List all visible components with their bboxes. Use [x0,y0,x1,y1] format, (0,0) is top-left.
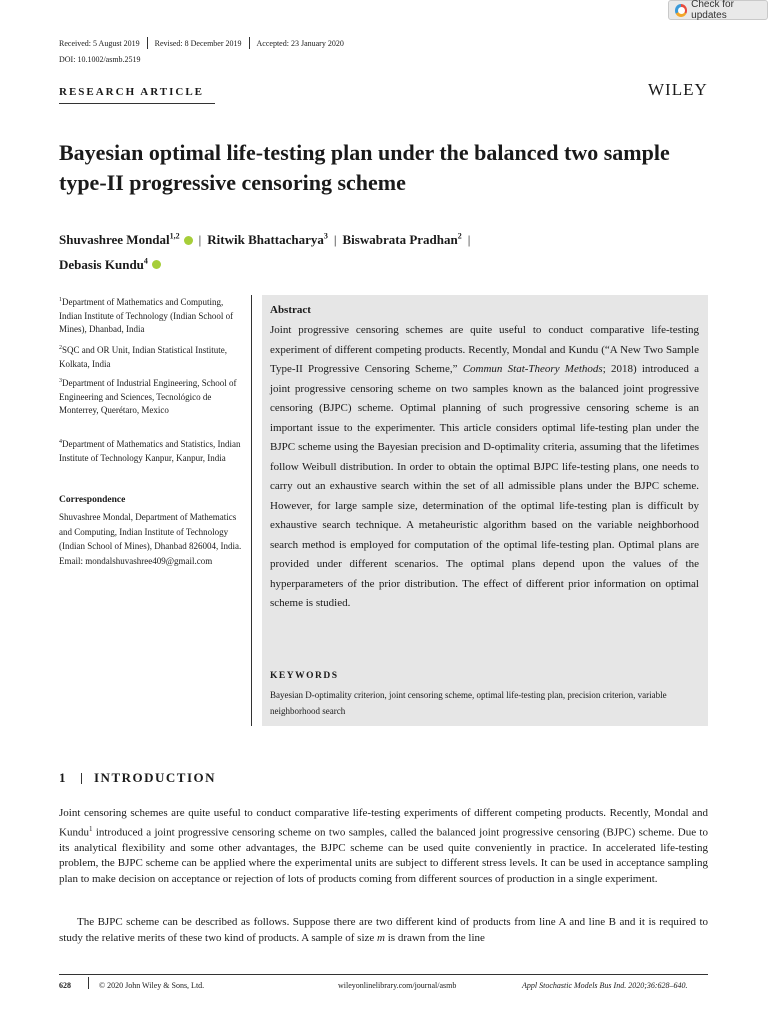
orcid-icon[interactable] [184,236,193,245]
divider [81,773,82,784]
journal-url[interactable]: wileyonlinelibrary.com/journal/asmb [338,981,457,990]
introduction-heading [59,770,216,786]
divider [147,37,148,49]
abstract-heading: Abstract [270,304,311,316]
affiliation: $^4$Department of Mathematics and Statistics, Indian Institute of Technology Kanpur, Kanpur, India [59,439,241,463]
revised-date: Revised: 8 December 2019 [154,38,242,48]
abstract-text: Joint progressive censoring schemes are quite useful to conduct comparative life-testing experiment of different competing products. Recently, Mondal and Kundu (“A New Two Sample Type-II Progressive Censoring Scheme,” Commun Stat-Theory Methods; 2018) introduced a joint progressive censoring scheme on two samples known as the balanced joint progressive censoring (BJPC) scheme. Optimal planning of such progressive censoring scheme is an important issue to the experimenter. This article considers optimal life-testing plan under the BJPC scheme using the Bayesian precision and D-optimality criteria, assuming that the lifetimes follow Weibull distribution. In order to obtain the optimal BJPC life-testing plans, one needs to carry out an exhaustive search within the set of all admissible plans under the BJPC scheme. However, for large sample size, determination of the optimal life-testing plan is difficult by exhaustive search technique. A metaheuristic algorithm based on the variable neighborhood search method is employed for computation of the optimal life-testing plan. Optimal plans are provided under different scenarios. The optimal plans depend upon the values of the hyperparameters of the prior distribution. The effect of different prior information on optimal scheme is studied. [270,324,699,609]
footer-rule [59,974,708,975]
keywords-heading: KEYWORDS [270,671,339,681]
author: Shuvashree Mondal$^{1,2}$ [59,232,180,248]
copyright: © 2020 John Wiley & Sons, Ltd. [99,981,205,990]
correspondence-heading: Correspondence [59,495,126,505]
affiliation: $^3$Department of Industrial Engineering, School of Engineering and Sciences, Tecnológico de Monterrey, Querétaro, Mexico [59,378,237,416]
section-type-underline [59,103,215,104]
citation-link[interactable]: 1 [88,824,93,833]
affiliation: $^1$Department of Mathematics and Computing, Indian Institute of Technology (Indian School of Mines), Dhanbad, India [59,297,234,335]
affiliation: $^2$SQC and OR Unit, Indian Statistical Institute, Kolkata, India [59,345,227,369]
check-for-updates-button[interactable] [668,0,768,20]
section-type: RESEARCH ARTICLE [59,86,205,98]
column-divider [251,295,252,726]
author: Debasis Kundu$^4$ [59,256,148,272]
section-title: INTRODUCTION [94,770,217,785]
accepted-date: Accepted: 23 January 2020 [256,38,344,48]
correspondence [59,510,249,568]
keywords-text: Bayesian D-optimality criterion, joint censoring scheme, optimal life-testing plan, precision criterion, variable neighborhood search [270,690,667,716]
doi: DOI: 10.1002/asmb.2519 [59,55,141,64]
page-number: 628 [59,981,71,990]
author: Biswabrata Pradhan$^2$ [342,232,462,248]
citation: Appl Stochastic Models Bus Ind. 2020;36:628–640. [522,981,688,990]
correspondence-address: Shuvashree Mondal, Department of Mathematics and Computing, Indian Institute of Technology (Indian School of Mines), Dhanbad 826004, India. [59,512,242,552]
check-for-updates-label: Check for updates [691,0,734,21]
author-list: Shuvashree Mondal$^{1,2}$ | Ritwik Bhattacharya$^3$ | Biswabrata Pradhan$^2$ | Debasis Kundu$^4$ [59,232,471,272]
correspondence-email[interactable]: Email: mondalshuvashree409@gmail.com [59,555,213,566]
orcid-icon[interactable] [152,260,161,269]
received-date: Received: 5 August 2019 [59,38,140,48]
author: Ritwik Bhattacharya$^3$ [207,232,328,248]
section-number: 1 [59,770,67,785]
article-dates [59,37,344,49]
article-title: Bayesian optimal life-testing plan under the balanced two sample type-II progressive censoring scheme [59,140,670,195]
divider [88,977,89,989]
publisher-logo: WILEY [648,80,708,99]
crossmark-icon [675,4,687,17]
intro-paragraph: Joint censoring schemes are quite useful to conduct comparative life-testing experiments of different competing products. Recently, Mondal and Kundu$^1$ introduced a joint progressive censoring scheme on two samples, called the balanced joint progressive censoring (BJPC) scheme. Due to its analytical flexibility and some other advantages, the BJPC scheme can be used quite conveniently in practice. In accelerated life-testing problem, the BJPC scheme can be applied where the experimental units are subject to different stress levels. It can be used in acceptance sampling plan to make decision on acceptance or rejection of lots of products coming from different sources of production in a single experiment. [59,807,708,886]
divider [249,37,250,49]
intro-paragraph: The BJPC scheme can be described as follows. Suppose there are two different kind of products from line A and line B and it is required to study the relative merits of these two kind of products. A sample of size m is drawn from the line [59,916,708,944]
